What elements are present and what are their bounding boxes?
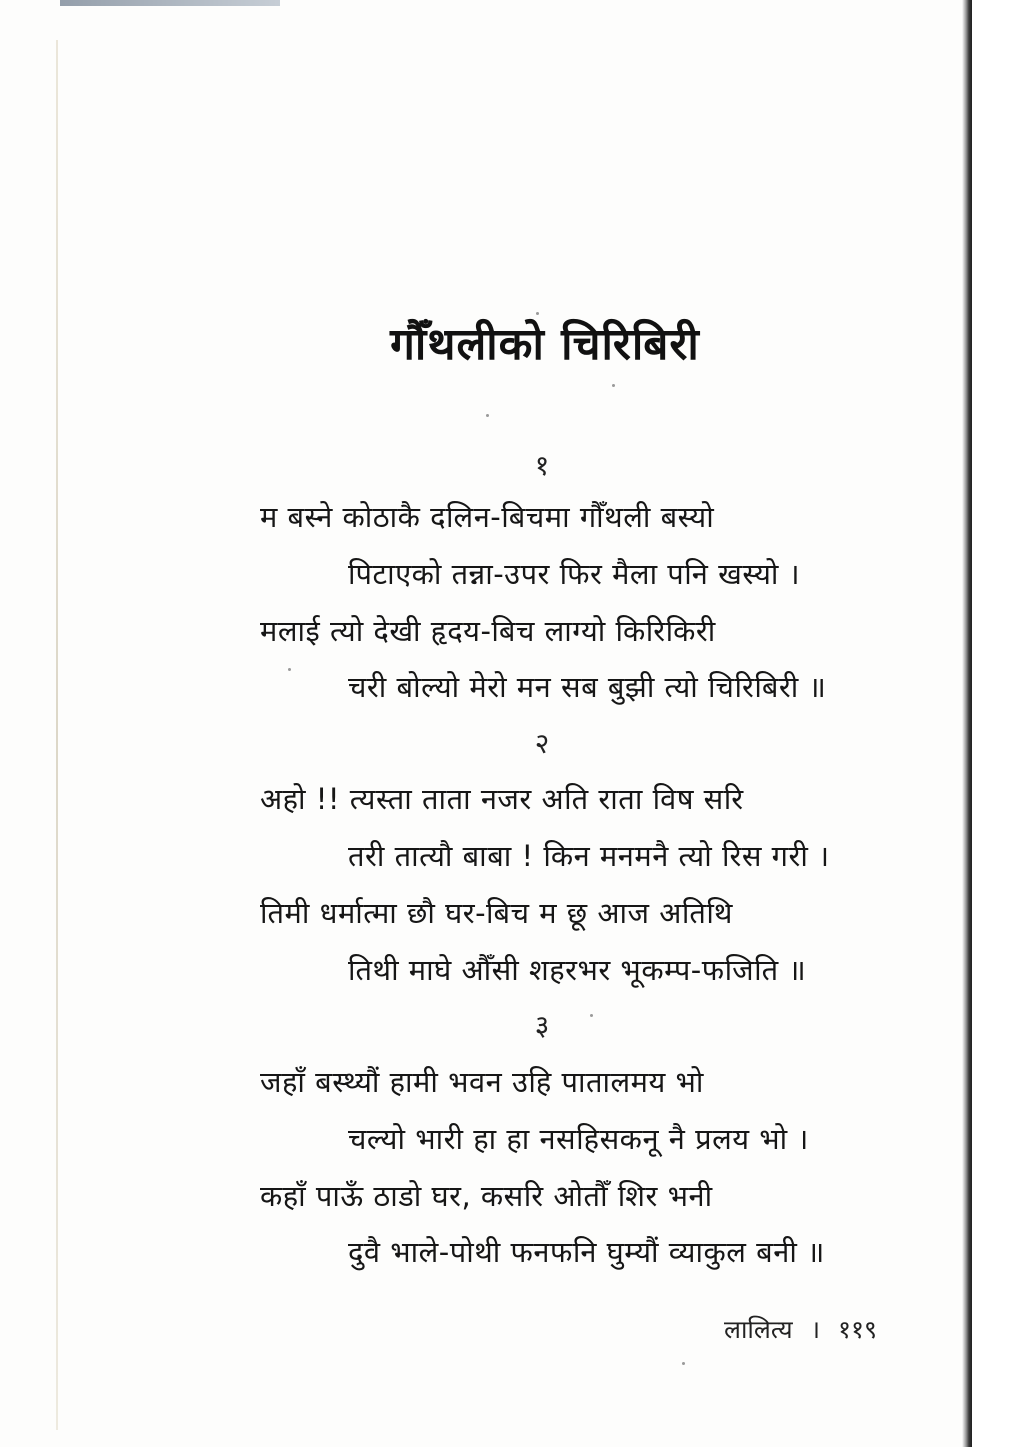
paper-speck: [590, 1014, 593, 1017]
footer-separator: ।: [810, 1315, 821, 1344]
stanza-number: २: [534, 727, 550, 760]
paper-speck: [682, 1362, 685, 1365]
page-margin-right: [972, 0, 1024, 1447]
poem-line: कहाँ पाऊँ ठाडो घर, कसरि ओतौँ शिर भनी: [260, 1179, 713, 1213]
poem-line: तरी तात्यौ बाबा ! किन मनमनै त्यो रिस गरी ।: [348, 839, 830, 873]
page-number: ११९: [838, 1315, 878, 1344]
stanza-number: १: [534, 449, 550, 482]
poem-line: दुवै भाले-पोथी फनफनि घुम्यौं व्याकुल बनी ॥: [348, 1235, 825, 1269]
poem-line: अहो !! त्यस्ता ताता नजर अति राता विष सरि: [260, 782, 744, 816]
poem-title: गौँथलीको चिरिबिरी: [390, 319, 700, 370]
page-right-edge-shadow: [962, 0, 972, 1447]
poem-line: चल्यो भारी हा हा नसहिसकनू नै प्रलय भो ।: [348, 1122, 809, 1156]
poem-line: जहाँ बस्थ्यौं हामी भवन उहि पातालमय भो: [260, 1065, 704, 1099]
poem-line: चरी बोल्यो मेरो मन सब बुझी त्यो चिरिबिरी ॥: [348, 670, 827, 704]
page-footer: [724, 1312, 877, 1346]
book-name: लालित्य: [724, 1315, 793, 1344]
poem-line: पिटाएको तन्ना-उपर फिर मैला पनि खस्यो ।: [348, 557, 801, 591]
paper-speck: [288, 668, 291, 671]
page-left-edge: [56, 40, 58, 1430]
paper-speck: [612, 384, 615, 387]
page-top-edge: [60, 0, 280, 6]
paper-speck: [486, 414, 489, 417]
poem-line: म बस्ने कोठाकै दलिन-बिचमा गौँथली बस्यो: [260, 500, 715, 534]
poem-line: तिथी माघे औँसी शहरभर भूकम्प-फजिति ॥: [348, 953, 807, 987]
poem-line: मलाई त्यो देखी हृदय-बिच लाग्यो किरिकिरी: [260, 614, 716, 648]
stanza-number: ३: [534, 1009, 550, 1042]
poem-line: तिमी धर्मात्मा छौ घर-बिच म छू आज अतिथि: [260, 896, 733, 930]
